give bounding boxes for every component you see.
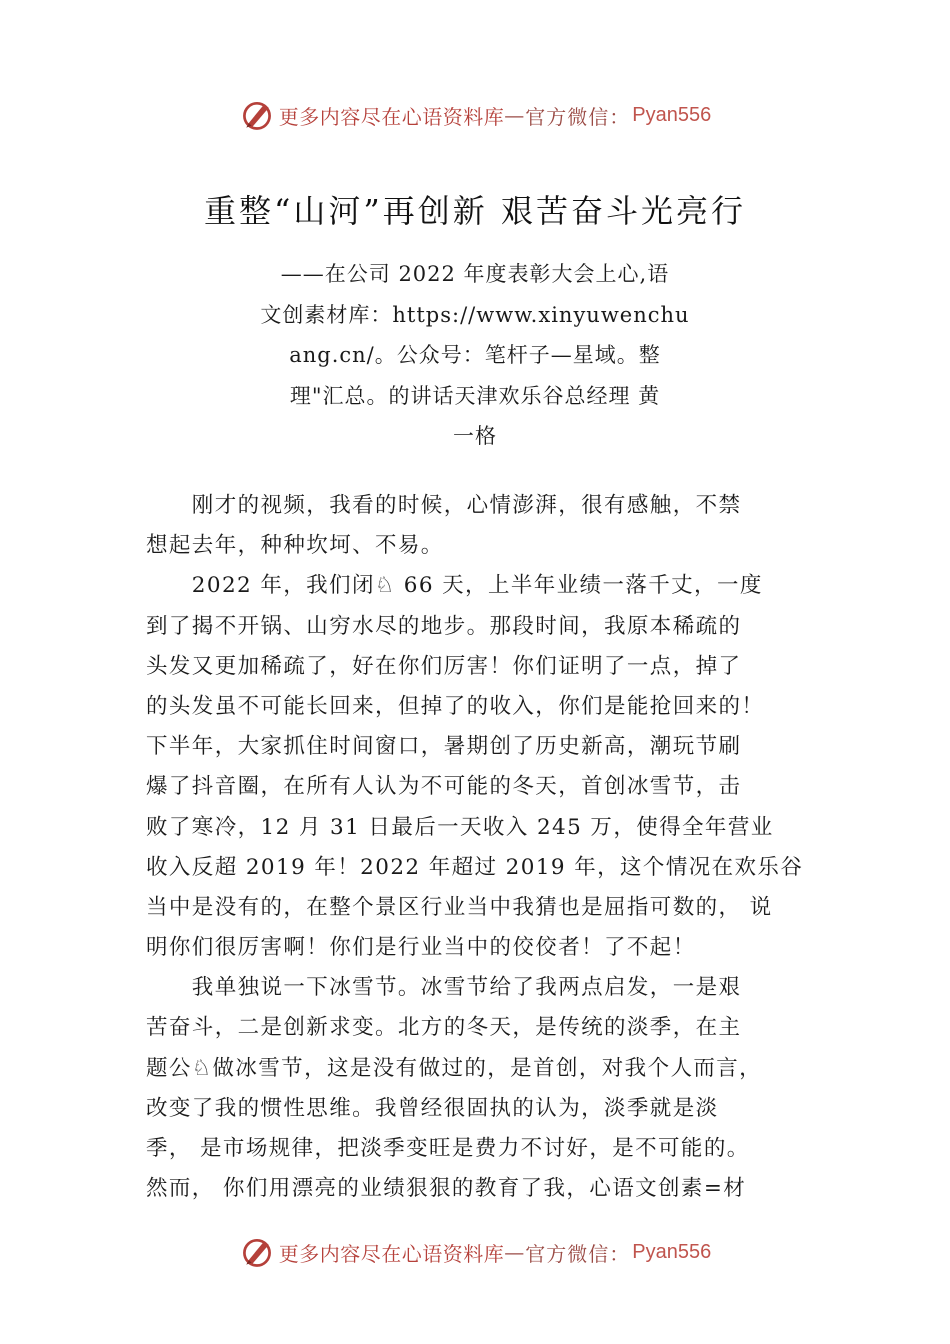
pen-logo-icon — [239, 1234, 275, 1270]
body-line: 季， 是市场规律，把淡季变旺是费力不讨好，是不可能的。 — [146, 1136, 750, 1161]
body-line: 明你们很厉害啊！你们是行业当中的佼佼者！了不起！ — [146, 935, 696, 961]
banner-dash: — — [504, 103, 526, 127]
body-line: 头发又更加稀疏了，好在你们厉害！你们证明了一点，掉了 — [146, 653, 742, 679]
body-line: 刚才的视频，我看的时候，心情澎湃，很有感触，不禁 — [146, 493, 742, 518]
banner-wechat-label: 官方微信： — [525, 1241, 631, 1266]
banner-dash: — — [504, 1240, 526, 1264]
body-line: 2022 年，我们闭♘ 66 天，上半年业绩一落千丈，一度 — [146, 573, 763, 599]
document-title: 重整“山河”再创新 艰苦奋斗光亮行 — [204, 192, 746, 230]
body-line: 到了揭不开锅、山穷水尽的地步。那段时间，我原本稀疏的 — [146, 613, 742, 639]
body-line: 下半年，大家抓住时间窗口，暑期创了历史新高，潮玩节刷 — [146, 734, 742, 760]
subtitle-line: 一格 — [453, 424, 497, 448]
body-line: 的头发虽不可能长回来，但掉了的收入，你们是能抢回来的！ — [146, 693, 765, 719]
subtitle-line: 理"汇总。的讲话天津欢乐谷总经理 黄 — [289, 383, 661, 408]
banner-wechat-id: Pyan556 — [632, 103, 712, 126]
header-banner — [0, 95, 950, 135]
banner-wechat-id: Pyan556 — [632, 1240, 712, 1263]
subtitle-line: ang.cn/。公众号：笔杆子—星域。整 — [289, 343, 661, 367]
body-line: 当中是没有的，在整个景区行业当中我猜也是屈指可数的， 说 — [146, 894, 773, 920]
body-line: 败了寒冷，12 月 31 日最后一天收入 245 万，使得全年营业 — [146, 814, 774, 840]
banner-wechat-label: 官方微信： — [525, 104, 631, 129]
body-line: 苦奋斗，二是创新求变。北方的冬天，是传统的淡季，在主 — [146, 1015, 742, 1041]
banner-text: 更多内容尽在心语资料库 — [278, 104, 505, 129]
document-subtitle — [250, 254, 700, 457]
body-line: 题公♘做冰雪节，这是没有做过的，是首创，对我个人而言， — [146, 1055, 763, 1081]
body-line: 爆了抖音圈，在所有人认为不可能的冬天，首创冰雪节，击 — [146, 774, 742, 800]
document-body — [146, 486, 826, 1209]
subtitle-line: 文创素材库：https://www.xinyuwenchu — [260, 302, 690, 327]
subtitle-line: ——在公司 2022 年度表彰大会上心,语 — [280, 262, 670, 286]
body-line: 我单独说一下冰雪节。冰雪节给了我两点启发，一是艰 — [146, 975, 742, 1001]
pen-logo-icon — [239, 97, 275, 133]
footer-banner — [0, 1232, 950, 1272]
banner-text: 更多内容尽在心语资料库 — [278, 1241, 505, 1266]
body-line: 收入反超 2019 年！2022 年超过 2019 年，这个情况在欢乐谷 — [146, 854, 804, 880]
body-line: 想起去年，种种坎坷、不易。 — [146, 533, 444, 559]
body-line: 改变了我的惯性思维。我曾经很固执的认为，淡季就是淡 — [146, 1095, 719, 1121]
body-line: 然而， 你们用漂亮的业绩狠狠的教育了我，心语文创素=材 — [146, 1176, 747, 1202]
